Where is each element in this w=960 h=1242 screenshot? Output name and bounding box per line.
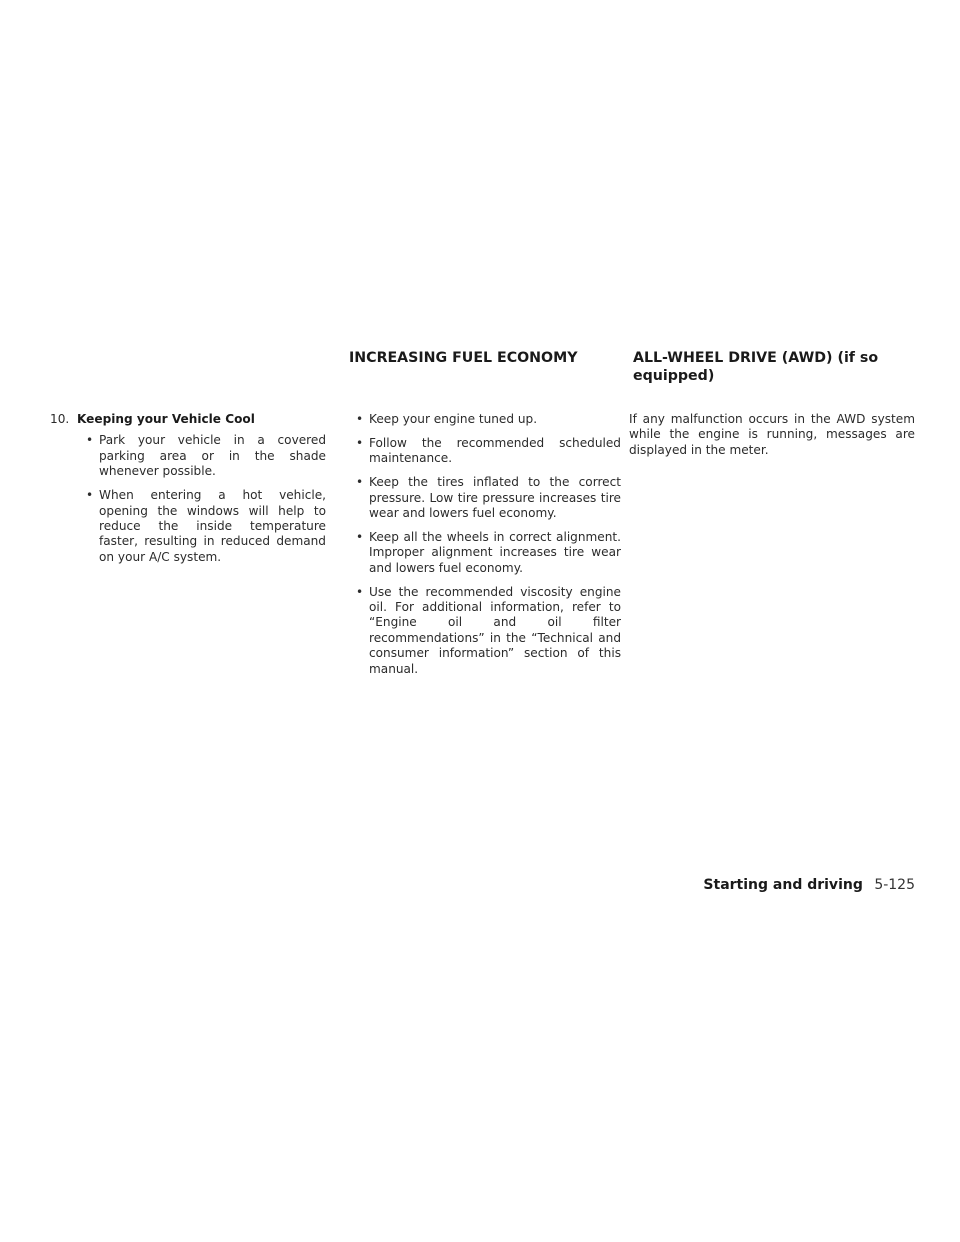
list-item [345,530,621,576]
list-item [345,475,621,521]
section-heading-awd: ALL-WHEEL DRIVE (AWD) (if so equipped) [633,350,879,384]
section-heading-fuel-economy: INCREASING FUEL ECONOMY [349,350,578,366]
bullet-icon: • [356,529,364,544]
list-item [50,488,326,565]
bullet-icon: • [356,475,364,490]
list-item-text: Keep all the wheels in correct alignment. Improper alignment increases tire wear and lowers fuel economy. [369,529,621,575]
list-item [345,436,621,467]
bullet-icon: • [356,584,364,599]
bullet-icon: • [86,488,94,503]
bullet-icon: • [86,433,94,448]
list-item-text: Keep the tires inflated to the correct pressure. Low tire pressure increases tire wear and lowers fuel economy. [369,475,621,521]
fuel-economy-bullets [345,412,621,677]
left-heading-spacer [50,349,326,385]
item-number: 10. [50,412,70,426]
list-item-text: When entering a hot vehicle, opening the windows will help to reduce the inside temperature faster, resulting in reduced demand on your A/C system. [99,488,326,564]
bullet-icon: • [356,435,364,450]
list-item-text: Park your vehicle in a covered parking area or in the shade whenever possible. [99,433,326,479]
bullet-icon: • [356,412,364,426]
list-item [345,585,621,677]
footer-section-title: Starting and driving [703,877,863,893]
numbered-item-10 [50,412,326,427]
left-column [50,349,326,574]
list-item [345,412,621,427]
right-column [629,349,915,458]
list-item-text: Use the recommended viscosity engine oil. For additional information, refer to “Engine oil and oil filter recommendations” in the “Technical and consumer information” section of this manual. [369,584,621,676]
vehicle-cool-bullets [50,433,326,565]
awd-paragraph: If any malfunction occurs in the AWD system while the engine is running, messages are displayed in the meter. [629,412,915,457]
list-item-text: Follow the recommended scheduled maintenance. [369,435,621,466]
list-item-text: Keep your engine tuned up. [369,412,538,426]
item-title: Keeping your Vehicle Cool [77,412,255,426]
middle-column [345,349,621,686]
page-number: 5-125 [874,877,915,893]
list-item [50,433,326,479]
page-footer [703,877,915,893]
